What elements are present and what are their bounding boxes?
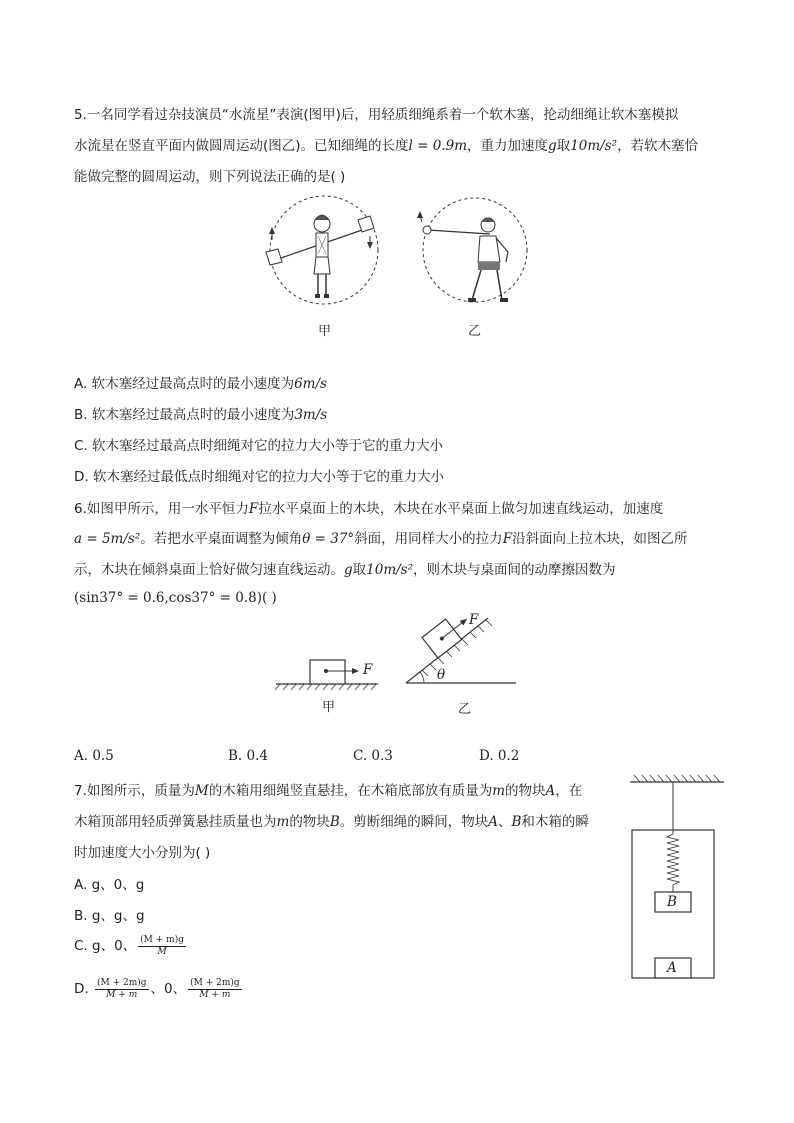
q6-figure-jia bbox=[272, 650, 392, 695]
q5-figure-label-yi: 乙 bbox=[468, 324, 482, 339]
q5-line3: 能做完整的圆周运动，则下列说法正确的是( ) bbox=[74, 169, 346, 185]
q5-figure-label-jia: 甲 bbox=[318, 324, 332, 339]
q5-option-d[interactable]: D. 软木塞经过最低点时细绳对它的拉力大小等于它的重力大小 bbox=[74, 469, 444, 485]
q5-line2: 水流星在竖直平面内做圆周运动(图乙)。已知细绳的长度l = 0.9m，重力加速度g取10m/s²，若软木塞恰 bbox=[74, 138, 699, 154]
q7-figure-box bbox=[628, 772, 728, 984]
q6-option-c[interactable]: C. 0.3 bbox=[353, 748, 393, 764]
q6-figure-yi bbox=[402, 606, 522, 686]
q5-figure-jia bbox=[260, 192, 390, 312]
q6-force-label-jia: F bbox=[363, 662, 373, 678]
q5-line1: 5.一名同学看过杂技演员“水流星”表演(图甲)后，用轻质细绳系着一个软木塞，抡动细绳让软木塞模拟 bbox=[74, 107, 679, 123]
q5-option-c[interactable]: C. 软木塞经过最高点时细绳对它的拉力大小等于它的重力大小 bbox=[74, 438, 444, 454]
q7-block-a-label: A bbox=[667, 960, 677, 976]
q7-option-b[interactable]: B. g、g、g bbox=[74, 908, 145, 924]
q6-figure-label-yi: 乙 bbox=[458, 702, 472, 717]
q6-force-label-yi: F bbox=[469, 612, 479, 628]
q5-option-b[interactable]: B. 软木塞经过最高点时的最小速度为3m/s bbox=[74, 407, 328, 423]
q6-line3: 示，木块在倾斜桌面上恰好做匀速直线运动。g取10m/s²，则木块与桌面间的动摩擦因数为 bbox=[74, 562, 616, 578]
q6-line2: a = 5m/s²。若把水平桌面调整为倾角θ = 37°斜面，用同样大小的拉力F沿斜面向上拉木块，如图乙所 bbox=[74, 531, 688, 547]
q5-figure-yi bbox=[420, 192, 530, 312]
q7-line3: 时加速度大小分别为( ) bbox=[74, 845, 211, 861]
q7-option-c[interactable]: C. g、0、 $\frac{(M + m)g}{M}$ bbox=[74, 934, 184, 957]
q6-angle-label: θ bbox=[437, 667, 446, 683]
q6-option-b[interactable]: B. 0.4 bbox=[228, 748, 268, 764]
q6-option-a[interactable]: A. 0.5 bbox=[74, 748, 114, 764]
q6-line1: 6.如图甲所示，用一水平恒力F拉水平桌面上的木块，木块在水平桌面上做匀加速直线运动，加速度 bbox=[74, 501, 664, 517]
q6-line4: (sin37° = 0.6,cos37° = 0.8)( ) bbox=[74, 590, 277, 606]
q7-block-b-label: B bbox=[667, 894, 677, 910]
q6-option-d[interactable]: D. 0.2 bbox=[479, 748, 520, 764]
q5-option-a[interactable]: A. 软木塞经过最高点时的最小速度为6m/s bbox=[74, 376, 327, 392]
q7-line1: 7.如图所示，质量为M的木箱用细绳竖直悬挂，在木箱底部放有质量为m的物块A，在 bbox=[74, 783, 583, 799]
q6-figure-label-jia: 甲 bbox=[322, 700, 336, 715]
q7-option-d[interactable]: D. $\frac{(M + 2m)g}{M + m}$ 、0、 $\frac{(M + 2m)g}{M + m}$ bbox=[74, 977, 240, 1000]
q7-line2: 木箱顶部用轻质弹簧悬挂质量也为m的物块B。剪断细绳的瞬间，物块A、B和木箱的瞬 bbox=[74, 814, 589, 830]
q7-option-a[interactable]: A. g、0、g bbox=[74, 877, 145, 893]
